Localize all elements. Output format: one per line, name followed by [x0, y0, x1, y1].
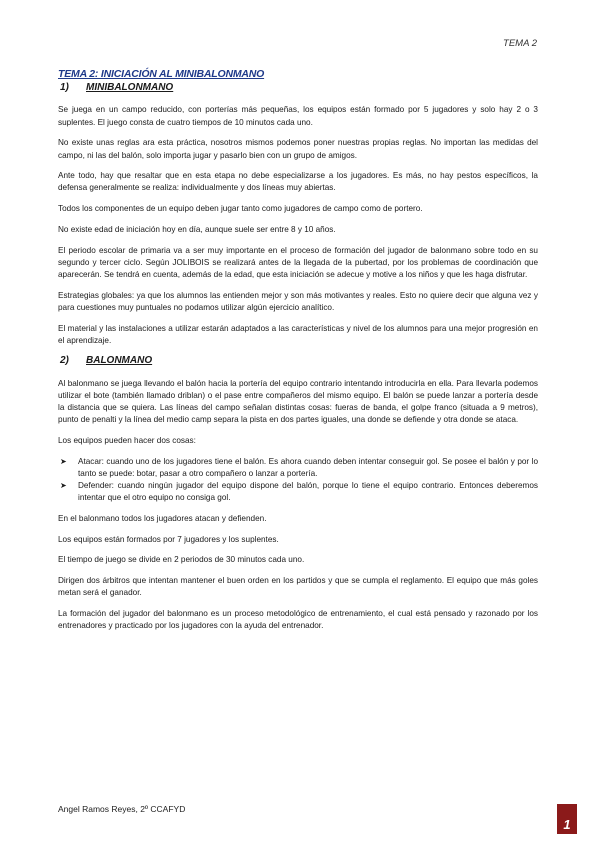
paragraph: Se juega en un campo reducido, con porterías más pequeñas, los equipos están formado por 5 jugadores y solo hay 2 o 3 suplentes. El juego consta de cuatro tiempos de 10 minutos cada uno.	[58, 105, 538, 127]
paragraph: Los equipos están formados por 7 jugadores y los suplentes.	[58, 534, 279, 544]
document-body	[58, 68, 538, 641]
section-heading-2	[60, 355, 538, 367]
list-item	[58, 480, 538, 504]
list-item-text: Defender: cuando ningún jugador del equipo dispone del balón, porque lo tiene el equipo contrario. Entonces deberemos intentar que el otro equipo no consiga gol.	[78, 481, 538, 503]
paragraph: El periodo escolar de primaria va a ser muy importante en el proceso de formación del jugador de balonmano sobre todo en su segundo y tercer ciclo. Según JOLIBOIS se realizará antes de la llegada de la pubertad, por los problemas de coordinación que aparecerán. Se tendrá en cuenta, además de la edad, que esta iniciación se adecue y motive a los niños y que les haga disfrutar.	[58, 245, 538, 279]
paragraph: Ante todo, hay que resaltar que en esta etapa no debe especializarse a los jugadores. Es más, no hay pestos específicos, la defensa generalmente se realiza: individualmente y dos líneas muy abiertas.	[58, 171, 538, 193]
paragraph: Dirigen dos árbitros que intentan mantener el buen orden en los partidos y que se cumpla el reglamento. El equipo que más goles metan será el ganador.	[58, 576, 538, 598]
paragraph: No existe unas reglas ara esta práctica, nosotros mismos podemos poner nuestras propias reglas. No importan las medidas del campo, ni las del balón, solo importa jugar y pasarlo bien con un grupo de amigos.	[58, 138, 538, 160]
bullet-list	[58, 456, 538, 505]
arrow-bullet-icon: ➤	[60, 481, 67, 491]
list-item-text: Atacar: cuando uno de los jugadores tiene el balón. Es ahora cuando deben intentar conseguir gol. Se posee el balón y por lo tanto se puede: botar, pasar a otro compañero o lanzar a portería.	[78, 456, 538, 478]
section-title: BALONMANO	[86, 355, 153, 367]
page-number-badge: 1	[557, 804, 577, 834]
section-title: MINIBALONMANO	[86, 82, 174, 94]
paragraph: La formación del jugador del balonmano es un proceso metodológico de entrenamiento, el cual está pensado y razonado por los entrenadores y practicado por los jugadores con la ayuda del entrenador.	[58, 609, 538, 631]
footer-author: Angel Ramos Reyes, 2º CCAFYD	[58, 804, 186, 814]
section-number: 2)	[60, 355, 69, 367]
paragraph: Al balonmano se juega llevando el balón hacia la portería del equipo contrario intentando introducirla en ella. Para llevarla podemos utilizar el bote (también llamado driblan) o el pase entre compañeros del mismo equipo. El balón se puede lanzar a portería desde la distancia que se quiera. Las líneas del campo señalan distintas cosas: fueras de banda, el golpe franco (situada a 9 metros), punto de penalti y la línea del medio camp separa la pista en dos partes iguales, una donde se defiende y otra donde se ataca.	[58, 378, 538, 425]
paragraph: Todos los componentes de un equipo deben jugar tanto como jugadores de campo como de portero.	[58, 204, 423, 214]
paragraph: No existe edad de iniciación hoy en día, aunque suele ser entre 8 y 10 años.	[58, 224, 336, 234]
list-item	[58, 456, 538, 480]
section-heading-1	[60, 82, 538, 94]
paragraph: El tiempo de juego se divide en 2 periodos de 30 minutos cada uno.	[58, 555, 305, 565]
arrow-bullet-icon: ➤	[60, 456, 67, 466]
document-title: TEMA 2: INICIACIÓN AL MINIBALONMANO	[58, 68, 265, 80]
section-number: 1)	[60, 82, 69, 94]
paragraph: El material y las instalaciones a utilizar estarán adaptados a las características y nivel de los alumnos para una mejor progresión en el aprendizaje.	[58, 323, 538, 345]
header-tag: TEMA 2	[503, 38, 537, 49]
paragraph: Estrategias globales: ya que los alumnos las entienden mejor y son más motivantes y reales. Esto no quiere decir que alguna vez y para cuestiones muy puntuales no podamos utilizar algún ejercicio analítico.	[58, 290, 538, 312]
paragraph: En el balonmano todos los jugadores atacan y defienden.	[58, 513, 267, 523]
paragraph: Los equipos pueden hacer dos cosas:	[58, 435, 196, 445]
